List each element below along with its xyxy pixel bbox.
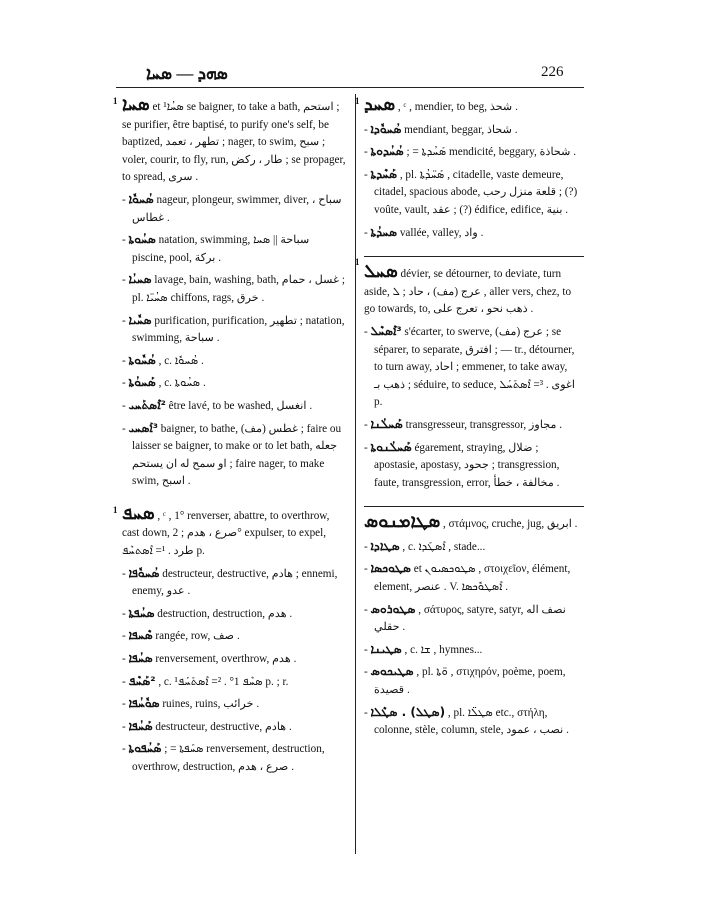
column-divider [355,94,356,854]
entry-dash: - [364,418,371,431]
header-rule [116,87,584,88]
dictionary-entry [364,143,584,162]
entry-dash: - [364,666,371,679]
entry-definition: , pl. ܣܰܚ̈ܕܳܬܐ , citadelle, vaste demeure, citadel, spacious abode, قلعة منزل رحب ; (?) voûte, vault, عقد ; (?) édifice, edifice, بنية . [374,168,578,216]
entry-definition: ; = ܣܚܰܦܬܐ renversement, destruction, overthrow, destruction, صرع ، هدم . [132,743,325,773]
dictionary-entry [122,627,346,646]
entry-definition: être lavé, to be washed, انغسل . [165,399,313,412]
entry-headword: ܣܰܚܳܦܘܬܐ [128,741,162,756]
entry-dash: - [364,325,371,338]
entry-definition: et ¹ܣܚܳܐ se baigner, to take a bath, استحم ; se purifier, être baptisé, to purify one's self, be baptized, تطهر ، تعمد ; nager, to swim, سبح ; voler, courir, to fly, run, طار ، ركض ; se propager, to spread, سرى . [122,101,346,184]
entry-dash: - [122,377,129,390]
entry-definition: destructeur, destructive, هادم . [152,720,292,733]
entry-headword: ܣܳܚܘܽܦܐ [128,565,160,580]
entry-dash: - [364,123,371,136]
dictionary-entry [364,121,584,140]
dictionary-entry [364,506,584,534]
dictionary-entry [364,641,584,660]
entry-definition: purification, purification, تطهير ; natation, swimming, سباحة . [132,314,345,345]
dictionary-entry [122,191,346,227]
page-number: 226 [541,64,564,80]
dictionary-entry [364,704,584,740]
entry-headword: ܣܛܝܟܘܣ [370,664,414,679]
entry-headword: ²ܐܶܣܬܰܚܝ [128,397,166,412]
entry-definition: dévier, se détourner, to deviate, turn aside, عرج (مف) ، حاد ; ܠ , aller vers, chez, to go towards, to, ذهب نحو ، تعرج على . [364,268,572,316]
entry-headword: (ܣܛܠ) . ܣܛܶܠܐ [370,704,446,719]
entry-superscript: 1 [355,96,360,106]
entry-dash: - [122,314,129,327]
dictionary-entry [122,374,346,393]
entry-dash: - [364,146,371,159]
entry-definition: et ܣܛܘܟܣܝܘܢ , στοιχεῖον, élément, element, عنصر . V. ܐܶܣܛܘܽܟܣܐ . [374,563,571,594]
running-head: ܣܗܕ — ܣܚܐ [146,64,228,83]
entry-definition: , c. ¹ܣܚܶܦ 1° . ²= ܐܶܣܬܰܚܰܦ p. ; r. [155,675,289,688]
entry-headword: ܣܚܳܘܬܐ [128,232,156,247]
entry-dash: - [122,567,129,580]
dictionary-entry [122,565,346,601]
entry-headword: ܣܛܘܟܣܐ [370,561,411,576]
dictionary-entry [364,663,584,699]
dictionary-entry [355,256,584,319]
dictionary-entry [122,718,346,737]
dictionary-entry [364,323,584,412]
dictionary-entry [122,605,346,624]
entry-headword: ܣܛܐܕܐ [370,538,400,553]
entry-dash: - [122,675,129,688]
entry-definition: destructeur, destructive, هادم ; ennemi, enemy, عدو . [132,567,338,598]
entry-dash: - [122,653,129,666]
dictionary-entry [122,740,346,776]
entry-dash: - [364,643,371,656]
entry-definition: , pl. ܣܛܠ̈ܐ etc., στήλη, colonne, stèle, column, stele, نصب ، عمود . [374,706,569,737]
entry-headword: ܣܳܚܘܽܕܐ [370,121,402,136]
entry-dash: - [364,603,371,616]
entry-dash: - [122,234,129,247]
entry-dash: - [122,193,129,206]
dictionary-entry [113,502,346,561]
entry-dash: - [364,226,371,239]
entry-dash: - [364,441,371,454]
entry-headword: ܣܰܚܠܳܢܘܬܐ [370,439,412,454]
entry-definition: nageur, plongeur, swimmer, diver, سباح ، غطاس . [132,193,342,224]
dictionary-entry [364,439,584,493]
dictionary-entry [113,94,346,187]
entry-dash: - [364,563,371,576]
entry-headword: ܣܛܐܡܢܘܣ [364,511,441,533]
dictionary-entry [122,231,346,267]
entry-definition: ; = ܣܰܚܳܕܬܐ mendicité, beggary, شحاذة . [403,146,577,159]
dictionary-entry [122,420,346,491]
entry-definition: mendiant, beggar, شحاذ . [401,123,518,136]
entry-headword: ܣܚܦ [122,502,155,524]
entry-definition: , c. ܐܶܣܛܰܕܐ , stade... [399,540,486,553]
entry-headword: ܣܘܽܚܳܦܐ [128,696,160,711]
entry-definition: égarement, straying, ضلال ; apostasie, apostasy, جحود ; transgression, faute, transgression, error, مخالفة ، خطأ . [374,441,560,489]
entry-definition: s'écarter, to swerve, عرج (مف) ; se séparer, to separate, افترق ; — tr., détourner, to turn away, احاد ; emmener, to take away, ذهب بـ ; séduire, to seduce, اغوى . ³= ܐܶܣܬܰܚܰܠ p. [374,325,575,409]
entry-dash: - [122,743,129,756]
entry-dash: - [122,422,129,435]
entry-headword: ܣܳܚܘܽܐ [128,191,154,206]
dictionary-entry [122,695,346,714]
entry-dash: - [122,399,129,412]
entry-definition: baigner, to bathe, غطس (مف) ; faire ou laisser se baigner, to make or to let bath, جعله او سمح له ان يستحم ; faire nager, to make swim, اسبح . [132,422,342,488]
entry-headword: ܣܚܝܳܐ [128,272,152,287]
entry-definition: , c. ܫܐ , hymnes... [401,643,483,656]
entry-dash: - [364,706,371,719]
entry-headword: ܣܚܠ [364,261,398,283]
dictionary-entry [364,538,584,557]
left-column [113,94,346,781]
entry-definition: transgresseur, transgressor, مجاوز . [402,418,563,431]
entry-definition: vallée, valley, واد . [397,226,484,239]
dictionary-entry [364,224,584,243]
entry-definition: , pl. ܘ̈ܬܐ , στιχηρόν, poème, poem, قصيدة . [374,666,566,697]
entry-definition: rangée, row, صف . [152,630,240,643]
entry-dash: - [122,698,129,711]
dictionary-entry [122,650,346,669]
entry-superscript: 1 [113,504,118,515]
dictionary-entry [122,271,346,307]
dictionary-entry [364,166,584,220]
entry-definition: , c. ܣܚܳܘܬܐ . [155,377,206,390]
dictionary-entry [122,312,346,348]
entry-headword: ܣܰܚܠܳܢܐ [370,416,403,431]
entry-headword: ܣܰܚܳܦܐ [128,718,153,733]
entry-dash: - [364,540,371,553]
entry-headword: ܣܳܚܳܕܘܬܐ [370,144,404,159]
entry-definition: destruction, destruction, هدم . [154,607,293,620]
dictionary-entry [364,601,584,637]
entry-headword: ܣܚܳܦܬܐ [128,605,155,620]
entry-headword: ܣܰܚܘܳܬܐ [128,375,156,390]
entry-definition: , στάμνος, cruche, jug, ابريق . [440,518,578,531]
entry-headword: ܣܰܚܶܕܬܐ [370,166,398,181]
entry-headword: ܣܚܽܝܐ [128,312,152,327]
entry-headword: ³ܐܰܣܚܝ [128,420,158,435]
dictionary-entry [364,416,584,435]
entry-definition: ruines, ruins, خرائب . [159,698,260,711]
entry-headword: ܣܛܝܢܐ [370,641,402,656]
entry-definition: lavage, bain, washing, bath, غسل ، حمام ; pl. ܣܚܳܝ̈ܐ chiffons, rags, خرق . [132,274,345,304]
entry-headword: ܣܚܕܳܬܐ [370,224,398,239]
entry-headword: ܣܶܚܦܐ [128,628,153,643]
entry-definition: , σάτυρος, satyre, satyr, نصف اله حقلي . [374,603,566,634]
entry-headword: ³ܐܶܣܚܶܠ [370,323,402,338]
dictionary-entry [122,673,346,692]
entry-headword: ²ܣܰܚܶܦ [128,673,156,688]
entry-dash: - [122,354,129,367]
entry-superscript: 1 [355,257,360,268]
entry-definition: natation, swimming, سباحة || ܣܚܐ piscine, pool, بركة . [132,234,310,264]
dictionary-entry [355,94,584,117]
entry-dash: - [364,168,371,181]
dictionary-entry [122,397,346,416]
right-column [355,94,584,744]
dictionary-entry [122,352,346,371]
entry-headword: ܣܳܚܽܘܬܐ [128,352,156,367]
entry-dash: - [122,607,129,620]
entry-dash: - [122,720,129,733]
dictionary-entry [364,560,584,596]
entry-headword: ܣܚܳܦܐ [128,651,153,666]
entry-dash: - [122,274,129,287]
entry-headword: ܣܚܐ [122,94,150,115]
entry-definition: , ᶜ , 1° renverser, abattre, to overthrow, cast down, صرع ، هدم ; 2° expulser, to expel, طرد . ¹= ܐܶܣܬܚܶܦ p. [122,509,330,558]
entry-headword: ܣܚܕ [364,94,396,115]
entry-dash: - [122,630,129,643]
entry-definition: renversement, overthrow, هدم . [152,653,297,666]
entry-definition: , c. ܣܳܚܘܽܐ . [155,354,204,367]
entry-headword: ܣܛܘܪܘܣ [370,601,416,616]
entry-superscript: 1 [113,96,118,106]
entry-definition: , ᶜ , mendier, to beg, شحذ . [395,101,518,113]
